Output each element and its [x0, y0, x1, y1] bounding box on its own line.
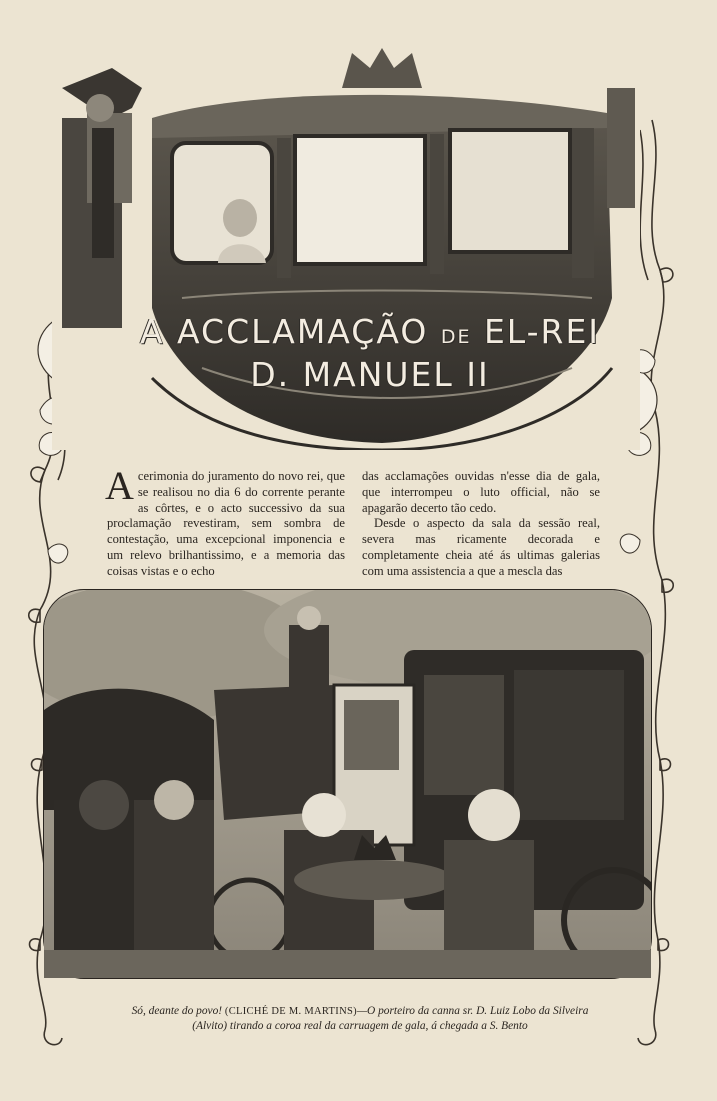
article-paragraph: Desde o aspecto da sala da sessão real, severa mas ricamente decorada e completamente cheia até ás ultimas galerias com uma assistencia a que a mescla das — [362, 516, 600, 578]
caption-lead: Só, deante do povo! — [131, 1005, 223, 1017]
headline-de: DE — [440, 326, 472, 348]
caption-credit: (CLICHÉ DE M. MARTINS) — [224, 1006, 357, 1017]
caption-text-line-2: (Alvito) tirando a coroa real da carruagem de gala, á chegada a S. Bento — [192, 1020, 528, 1032]
crown-arrival-photo — [44, 590, 651, 978]
article-text-col1: cerimonia do juramento do novo rei, que se realisou no dia 6 do corrente perante as côrtes, e o acto successivo da sua proclamação revestiram, sem sombra de contestação, uma excepcional imponencia e um relevo brilhantissimo, e a memoria das coisas vistas e o echo — [107, 469, 345, 578]
drop-cap: A — [105, 463, 134, 508]
headline-line-1: A ACCLAMAÇÃO DE EL-REI — [139, 312, 601, 351]
article-paragraph: das acclamações ouvidas n'esse dia de gala, que interrompeu o luto official, não se apagarão decerto tão cedo. — [362, 469, 600, 515]
article-column-2 — [362, 469, 600, 580]
headline-line-2: D. MANUEL II — [250, 355, 490, 394]
article-column-1 — [105, 463, 345, 580]
photo-caption — [70, 1004, 650, 1034]
caption-text: —O porteiro da canna sr. D. Luiz Lobo da Silveira — [356, 1005, 589, 1017]
